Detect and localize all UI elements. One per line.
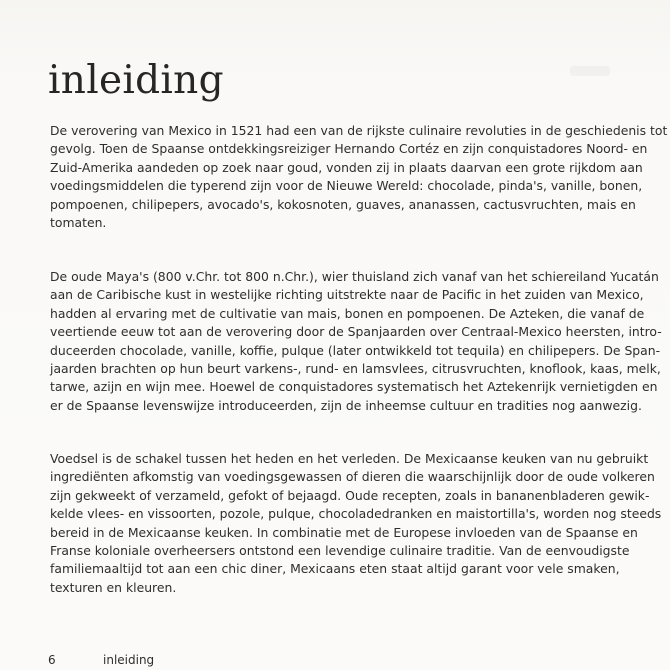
- text-line: hadden al ervaring met de cultivatie van mais, bonen en pompoenen. De Azteken, die vanaf de: [50, 305, 645, 321]
- text-line: De oude Maya's (800 v.Chr. tot 800 n.Chr.), wier thuisland zich vanaf van het schiereiland Yucatán: [50, 269, 659, 284]
- text-line: tarwe, azijn en wijn mee. Hoewel de conquistadores systematisch het Aztekenrijk vernietigden en: [50, 379, 658, 395]
- paragraph-2: [50, 268, 662, 415]
- text-line: Zuid-Amerika aandeden op zoek naar goud, vonden zij in plaats daarvan een grote rijkdom aan: [50, 159, 643, 175]
- text-line: texturen en kleuren.: [50, 579, 177, 595]
- text-line: aan de Caribische kust in westelijke richting uitstrekte naar de Pacific in het zuiden van Mexico,: [50, 287, 644, 303]
- text-line: kelde vlees- en vissoorten, pozole, pulque, chocoladedranken en maistortilla's, worden nog steeds: [50, 506, 662, 522]
- page-number: 6: [48, 653, 56, 667]
- text-line: jaarden brachten op hun beurt varkens-, rund- en lamsvlees, citrusvruchten, knoflook, kaas, melk,: [50, 361, 661, 377]
- text-line: De verovering van Mexico in 1521 had een van de rijkste culinaire revoluties in de geschiedenis tot: [50, 123, 668, 138]
- text-line: zijn gekweekt of verzameld, gefokt of bejaagd. Oude recepten, zoals in bananenbladeren gewik-: [50, 487, 650, 503]
- running-footer-section: inleiding: [103, 653, 155, 667]
- text-line: bereid in de Mexicaanse keuken. In combinatie met de Europese invloeden van de Spaanse en: [50, 524, 638, 540]
- paragraph-3: [50, 450, 661, 597]
- paragraph-1: [50, 122, 667, 232]
- text-line: Voedsel is de schakel tussen het heden en het verleden. De Mexicaanse keuken van nu gebruikt: [50, 451, 649, 466]
- text-line: tomaten.: [50, 215, 107, 231]
- text-line: familiemaaltijd tot aan een chic diner, Mexicaans eten staat altijd garant voor vele smaken,: [50, 561, 620, 577]
- text-line: veertiende eeuw tot aan de verovering door de Spanjaarden over Centraal-Mexico heersten, intro-: [50, 324, 662, 340]
- page-title: inleiding: [48, 58, 224, 103]
- show-through-mark: [570, 66, 610, 76]
- text-line: voedingsmiddelen die typerend zijn voor de Nieuwe Wereld: chocolade, pinda's, vanille, bonen,: [50, 178, 643, 194]
- text-line: Franse koloniale overheersers ontstond een levendige culinaire traditie. Van de eenvoudigste: [50, 543, 630, 559]
- text-line: gevolg. Toen de Spaanse ontdekkingsreiziger Hernando Cortéz en zijn conquistadores Noord- en: [50, 141, 648, 157]
- text-line: er de Spaanse levenswijze introduceerden, zijn de inheemse cultuur en tradities nog aanwezig.: [50, 397, 642, 413]
- text-line: pompoenen, chilipepers, avocado's, kokosnoten, guaves, ananassen, cactusvruchten, mais en: [50, 196, 636, 212]
- page-footer: [48, 653, 154, 667]
- text-line: ingrediënten afkomstig van voedingsgewassen of dieren die waarschijnlijk door de oude volkeren: [50, 469, 655, 485]
- text-line: duceerden chocolade, vanille, koffie, pulque (later ontwikkeld tot tequila) en chilipepers. De Span-: [50, 342, 661, 358]
